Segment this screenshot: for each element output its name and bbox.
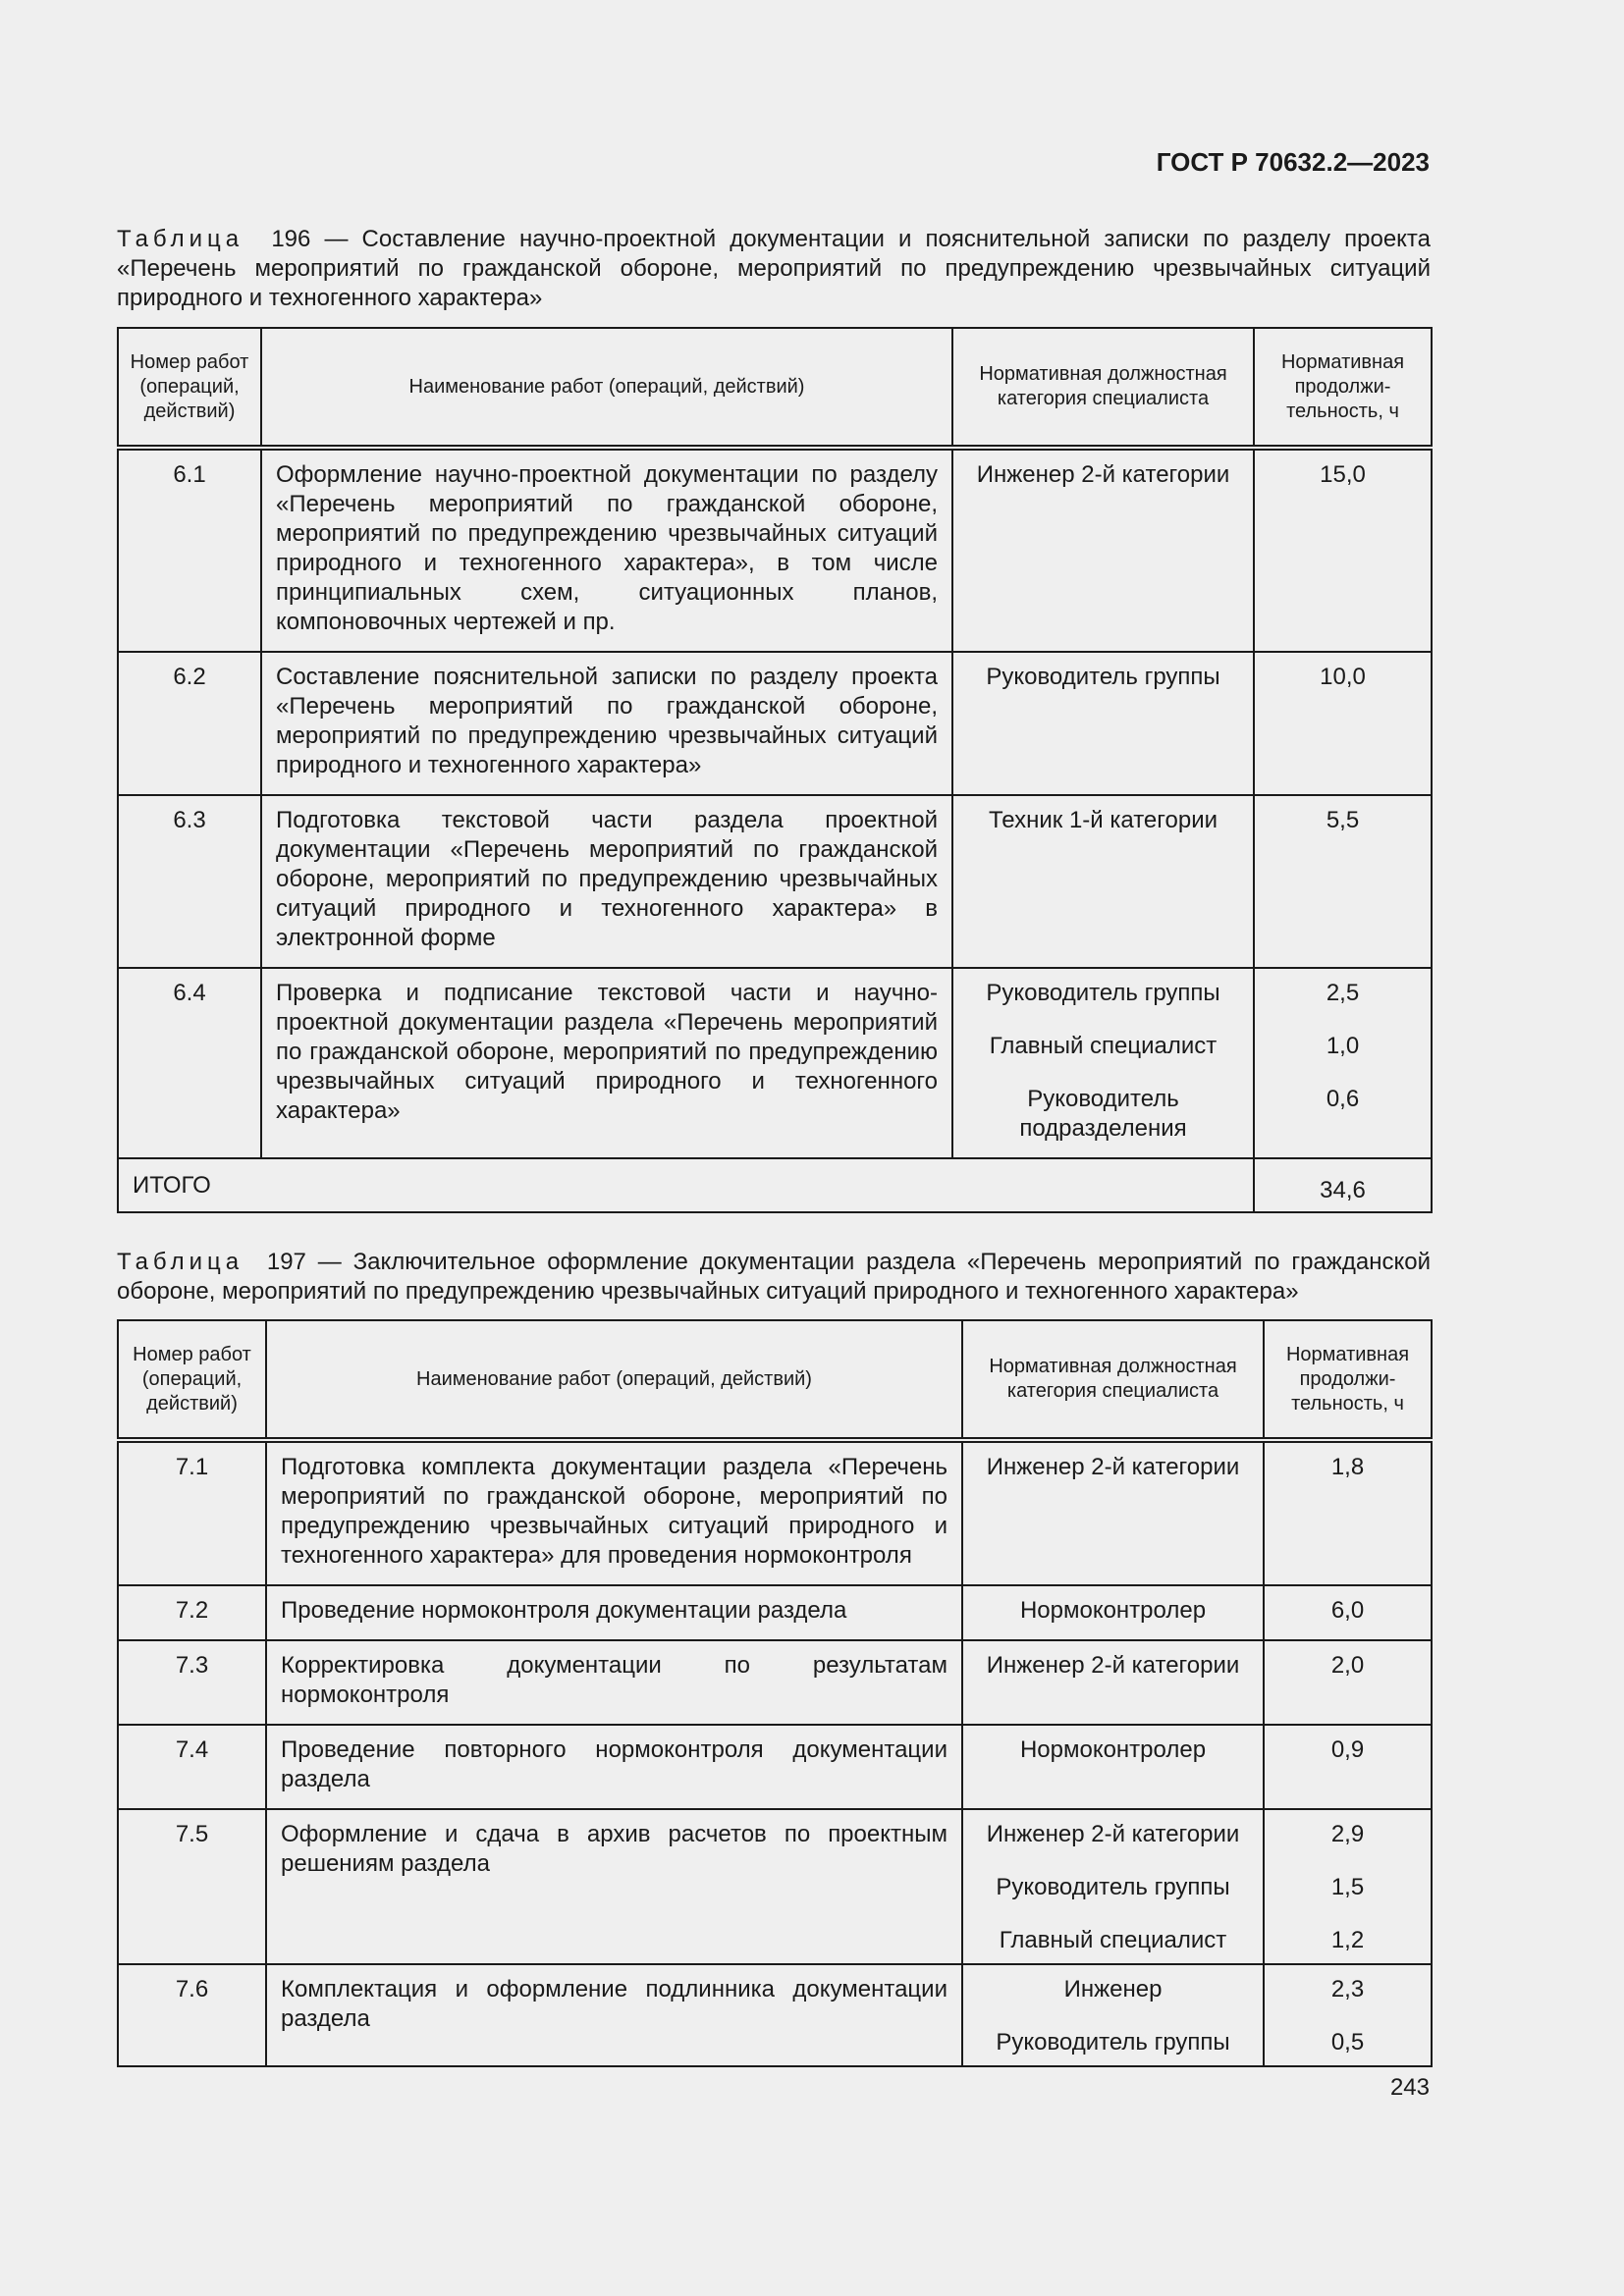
caption-text: 196 — Составление научно-проектной документации и пояснительной записки по разделу проекта «Перечень мероприятий по гражданской обороне, мероприятий по предупреждению чрезвычайных ситуаций природного и техногенного характера» <box>117 226 1431 311</box>
category-entry: Руководитель группы <box>996 1874 1230 1900</box>
duration <box>1254 795 1432 968</box>
duration <box>1254 968 1432 1158</box>
category-entry: Руководитель группы <box>986 664 1220 690</box>
specialist-category <box>952 652 1254 795</box>
duration-entry: 0,5 <box>1330 2029 1365 2056</box>
duration-entry: 6,0 <box>1330 1597 1365 1624</box>
specialist-category <box>952 968 1254 1158</box>
duration <box>1264 1809 1432 1964</box>
table-label: Таблица <box>117 1249 244 1275</box>
table-row <box>118 652 1432 795</box>
category-entry: Руководитель подразделения <box>1019 1086 1187 1142</box>
row-number: 7.5 <box>118 1809 266 1964</box>
row-number: 6.4 <box>118 968 261 1158</box>
table-row <box>118 795 1432 968</box>
table-row <box>118 448 1432 652</box>
category-entry: Инженер <box>1063 1976 1163 2002</box>
duration-entry: 2,3 <box>1330 1976 1365 2002</box>
duration <box>1264 1440 1432 1585</box>
table-row <box>118 1640 1432 1725</box>
table-row <box>118 1964 1432 2066</box>
work-name: Оформление научно-проектной документации по разделу «Перечень мероприятий по гражданской обороне, мероприятий по предупреждению чрезвычайных ситуаций природного и техногенного характера», в том числе принципиальных схем, ситуационных планов, компоновочных чертежей и пр. <box>261 448 952 652</box>
duration-entry: 1,8 <box>1330 1454 1365 1480</box>
work-name: Корректировка документации по результатам нормоконтроля <box>266 1640 962 1725</box>
duration-entry: 1,2 <box>1330 1927 1365 1953</box>
row-number: 6.1 <box>118 448 261 652</box>
duration <box>1264 1585 1432 1640</box>
work-name: Составление пояснительной записки по разделу проекта «Перечень мероприятий по гражданской обороне, мероприятий по предупреждению чрезвычайных ситуаций природного и техногенного характера» <box>261 652 952 795</box>
specialist-category <box>962 1640 1264 1725</box>
table-row <box>118 968 1432 1158</box>
duration-entry: 2,9 <box>1330 1821 1365 1847</box>
total-row <box>118 1158 1432 1212</box>
specialist-category <box>962 1440 1264 1585</box>
row-number: 6.3 <box>118 795 261 968</box>
duration-entry: 1,5 <box>1330 1874 1365 1900</box>
header-category: Нормативная должностная категория специалиста <box>962 1320 1264 1440</box>
page-number: 243 <box>1389 2074 1430 2101</box>
specialist-category <box>952 795 1254 968</box>
duration-entry: 2,5 <box>1326 980 1360 1006</box>
category-entry: Инженер 2-й категории <box>986 1652 1240 1679</box>
row-number: 7.3 <box>118 1640 266 1725</box>
table-label: Таблица <box>117 226 244 252</box>
work-name: Комплектация и оформление подлинника документации раздела <box>266 1964 962 2066</box>
duration-entry: 0,9 <box>1330 1736 1365 1763</box>
row-number: 6.2 <box>118 652 261 795</box>
category-entry: Техник 1-й категории <box>988 807 1218 833</box>
work-name: Оформление и сдача в архив расчетов по проектным решениям раздела <box>266 1809 962 1964</box>
table-row <box>118 1440 1432 1585</box>
work-name: Подготовка комплекта документации раздела «Перечень мероприятий по гражданской обороне, мероприятий по предупреждению чрезвычайных ситуаций природного и техногенного характера» для проведения нормоконтроля <box>266 1440 962 1585</box>
duration <box>1264 1964 1432 2066</box>
duration-entry: 1,0 <box>1326 1033 1360 1059</box>
row-number: 7.1 <box>118 1440 266 1585</box>
table-row <box>118 1809 1432 1964</box>
row-number: 7.2 <box>118 1585 266 1640</box>
header-category: Нормативная должностная категория специалиста <box>952 328 1254 448</box>
header-num: Номер работ (операций, действий) <box>118 328 261 448</box>
caption-text: 197 — Заключительное оформление документации раздела «Перечень мероприятий по гражданской обороне, мероприятий по предупреждению чрезвычайных ситуаций природного и техногенного характера» <box>117 1249 1431 1305</box>
duration-entry: 2,0 <box>1330 1652 1365 1679</box>
category-entry: Руководитель группы <box>986 980 1220 1006</box>
header-name: Наименование работ (операций, действий) <box>261 328 952 448</box>
duration-entry: 5,5 <box>1326 807 1360 833</box>
header-duration: Нормативная продолжи-тельность, ч <box>1264 1320 1432 1440</box>
category-entry: Нормоконтролер <box>1019 1597 1207 1624</box>
category-entry: Руководитель группы <box>996 2029 1230 2056</box>
category-entry: Инженер 2-й категории <box>986 1454 1240 1480</box>
specialist-category <box>962 1964 1264 2066</box>
total-label: ИТОГО <box>118 1158 1254 1212</box>
header-duration: Нормативная продолжи-тельность, ч <box>1254 328 1432 448</box>
row-number: 7.4 <box>118 1725 266 1809</box>
work-name: Проведение нормоконтроля документации раздела <box>266 1585 962 1640</box>
table-row <box>118 1585 1432 1640</box>
table-196 <box>117 327 1433 1213</box>
table-197-caption <box>117 1248 1431 1307</box>
work-name: Проведение повторного нормоконтроля документации раздела <box>266 1725 962 1809</box>
total-value: 34,6 <box>1254 1158 1432 1212</box>
work-name: Проверка и подписание текстовой части и научно-проектной документации раздела «Перечень мероприятий по гражданской обороне, мероприятий по предупреждению чрезвычайных ситуаций природного и техногенного характера» <box>261 968 952 1158</box>
table-row <box>118 1725 1432 1809</box>
document-header: ГОСТ Р 70632.2—2023 <box>1156 147 1430 177</box>
category-entry: Инженер 2-й категории <box>976 461 1230 488</box>
category-entry: Инженер 2-й категории <box>986 1821 1240 1847</box>
duration <box>1254 448 1432 652</box>
table-197 <box>117 1319 1433 2067</box>
specialist-category <box>962 1809 1264 1964</box>
row-number: 7.6 <box>118 1964 266 2066</box>
specialist-category <box>962 1585 1264 1640</box>
specialist-category <box>952 448 1254 652</box>
duration-entry: 15,0 <box>1320 461 1366 488</box>
table-196-caption <box>117 225 1431 313</box>
category-entry: Главный специалист <box>999 1927 1227 1953</box>
work-name: Подготовка текстовой части раздела проектной документации «Перечень мероприятий по гражданской обороне, мероприятий по предупреждению чрезвычайных ситуаций природного и техногенного характера» в электронной форме <box>261 795 952 968</box>
duration-entry: 0,6 <box>1326 1086 1360 1112</box>
duration-entry: 10,0 <box>1320 664 1366 690</box>
category-entry: Нормоконтролер <box>1019 1736 1207 1763</box>
header-num: Номер работ (операций, действий) <box>118 1320 266 1440</box>
duration <box>1254 652 1432 795</box>
header-name: Наименование работ (операций, действий) <box>266 1320 962 1440</box>
specialist-category <box>962 1725 1264 1809</box>
duration <box>1264 1725 1432 1809</box>
duration <box>1264 1640 1432 1725</box>
category-entry: Главный специалист <box>989 1033 1218 1059</box>
